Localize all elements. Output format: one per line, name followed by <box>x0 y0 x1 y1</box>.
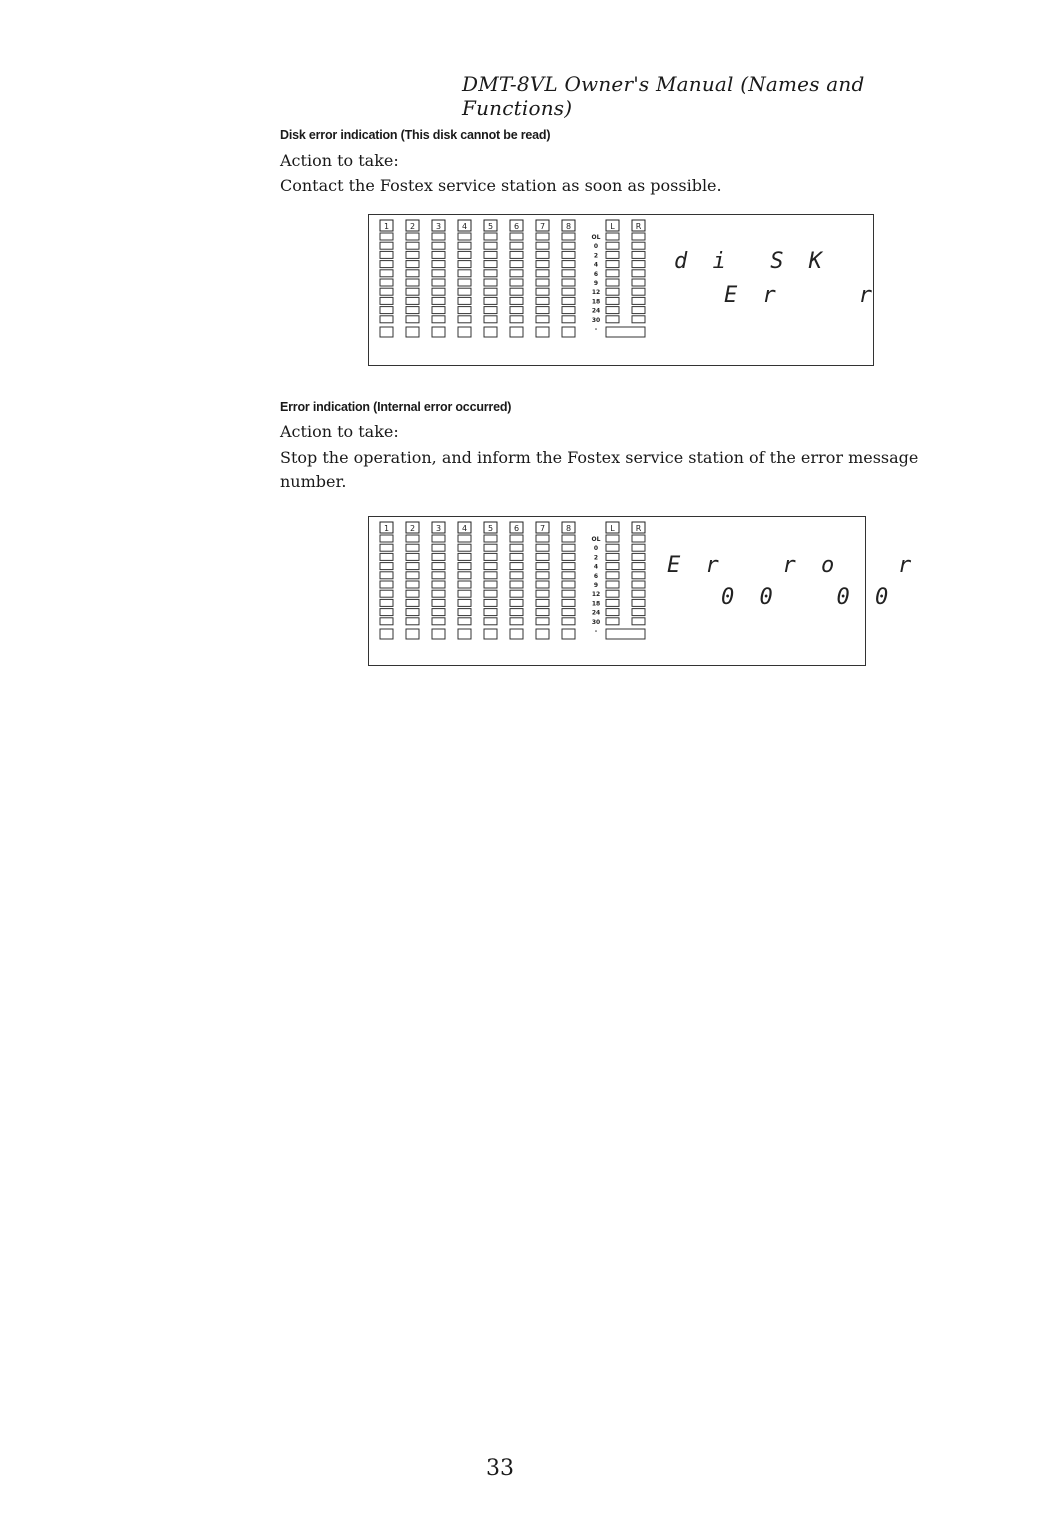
meter-segment <box>380 553 393 560</box>
meter-segment <box>406 261 419 268</box>
meter-bottom-segment <box>406 327 419 337</box>
meter-segment <box>406 242 419 249</box>
channel-number-label: R <box>635 524 642 533</box>
meter-bottom-segment <box>458 629 471 639</box>
scale-label: 6 <box>593 270 599 278</box>
meter-segment <box>510 297 523 304</box>
meter-segment <box>632 590 645 597</box>
meter-segment <box>380 618 393 625</box>
meter-segment <box>562 270 575 277</box>
meter-segment <box>562 618 575 625</box>
meter-segment <box>562 535 575 542</box>
meter-segment <box>406 599 419 606</box>
meter-segment <box>536 553 549 560</box>
meter-segment <box>562 307 575 314</box>
meter-segment <box>632 572 645 579</box>
meter-segment <box>380 251 393 258</box>
meter-segment <box>562 233 575 240</box>
meter-segment <box>632 307 645 314</box>
meter-segment <box>632 618 645 625</box>
meter-segment <box>380 590 393 597</box>
meter-segment <box>406 316 419 323</box>
meter-segment <box>432 590 445 597</box>
meter-segment <box>606 297 619 304</box>
meter-segment <box>562 599 575 606</box>
meter-channel-7 <box>536 220 549 337</box>
display-line1-internal-error: E r r o r <box>667 553 918 578</box>
meter-segment <box>606 233 619 240</box>
meter-segment <box>510 563 523 570</box>
scale-label: 4 <box>593 563 599 571</box>
meter-bottom-segment <box>562 327 575 337</box>
meter-segment <box>536 270 549 277</box>
meter-segment <box>406 618 419 625</box>
meter-segment <box>510 609 523 616</box>
meter-segment <box>432 242 445 249</box>
meter-segment <box>484 307 497 314</box>
meter-segment <box>406 581 419 588</box>
scale-label: - <box>594 326 598 333</box>
action-text-disk-error: Contact the Fostex service station as soon as possible. <box>280 176 722 195</box>
meter-segment <box>562 261 575 268</box>
meter-segment <box>562 251 575 258</box>
meter-segment <box>458 279 471 286</box>
meter-segment <box>380 563 393 570</box>
channel-number-label: 4 <box>461 524 468 533</box>
meter-scale <box>592 234 601 333</box>
meter-segment <box>606 563 619 570</box>
scale-label: 2 <box>593 554 599 562</box>
meter-segment <box>632 581 645 588</box>
meter-segment <box>510 316 523 323</box>
meter-segment <box>484 553 497 560</box>
meter-segment <box>562 553 575 560</box>
channel-number-label: 2 <box>409 524 416 533</box>
channel-number-label: 8 <box>565 222 572 231</box>
meter-bottom-segment <box>432 629 445 639</box>
channel-number-label: R <box>635 222 642 231</box>
meter-segment <box>458 288 471 295</box>
meter-channel-3 <box>432 522 445 639</box>
scale-label: 9 <box>593 582 599 589</box>
meter-segment <box>380 261 393 268</box>
meter-segment <box>632 316 645 323</box>
meter-segment <box>510 233 523 240</box>
display-line2-disk-error: E r r <box>724 283 878 308</box>
scale-label: 18 <box>591 600 601 608</box>
meter-segment <box>606 581 619 588</box>
meter-segment <box>606 288 619 295</box>
meter-segment <box>510 261 523 268</box>
meter-segment <box>432 288 445 295</box>
meter-segment <box>536 609 549 616</box>
meter-segment <box>562 288 575 295</box>
meter-segment <box>406 307 419 314</box>
meter-segment <box>432 251 445 258</box>
meter-bottom-segment <box>510 327 523 337</box>
meter-segment <box>484 233 497 240</box>
meter-segment <box>458 251 471 258</box>
action-label-disk-error: Action to take: <box>280 151 399 170</box>
meter-segment <box>432 572 445 579</box>
meter-channel-2 <box>406 522 419 639</box>
meter-segment <box>606 590 619 597</box>
level-meter-disk-error <box>369 215 669 365</box>
meter-segment <box>536 316 549 323</box>
meter-segment <box>536 581 549 588</box>
page-header: DMT-8VL Owner's Manual (Names and Functions) <box>462 72 865 120</box>
section-title-internal-error: Error indication (Internal error occurred) <box>280 400 512 414</box>
meter-segment <box>510 581 523 588</box>
meter-segment <box>432 297 445 304</box>
meter-segment <box>458 599 471 606</box>
meter-channel-7 <box>536 522 549 639</box>
meter-segment <box>406 572 419 579</box>
meter-scale <box>592 536 601 635</box>
meter-segment <box>484 572 497 579</box>
scale-label: 18 <box>591 298 601 306</box>
meter-segment <box>510 307 523 314</box>
meter-segment <box>606 618 619 625</box>
meter-segment <box>484 270 497 277</box>
meter-channel-8 <box>562 522 575 639</box>
meter-channel-5 <box>484 522 497 639</box>
meter-segment <box>510 535 523 542</box>
meter-segment <box>632 279 645 286</box>
meter-segment <box>536 251 549 258</box>
meter-segment <box>536 279 549 286</box>
meter-segment <box>562 563 575 570</box>
meter-segment <box>458 242 471 249</box>
meter-segment <box>510 270 523 277</box>
display-line2-internal-error: 0 0 0 0 <box>721 585 895 610</box>
scale-label: 9 <box>593 280 599 287</box>
meter-segment <box>458 553 471 560</box>
meter-segment <box>632 535 645 542</box>
meter-segment <box>484 279 497 286</box>
channel-number-label: 1 <box>383 524 390 533</box>
meter-segment <box>536 288 549 295</box>
meter-bottom-segment <box>484 327 497 337</box>
meter-segment <box>562 572 575 579</box>
meter-segment <box>562 609 575 616</box>
meter-segment <box>432 279 445 286</box>
channel-number-label: L <box>610 524 615 533</box>
scale-label: 30 <box>591 316 601 324</box>
meter-segment <box>606 553 619 560</box>
meter-segment <box>432 535 445 542</box>
lcd-display-disk-error <box>368 214 878 366</box>
meter-segment <box>432 544 445 551</box>
meter-segment <box>432 261 445 268</box>
meter-segment <box>380 609 393 616</box>
meter-segment <box>458 581 471 588</box>
page-number: 33 <box>486 1456 514 1481</box>
meter-segment <box>536 599 549 606</box>
meter-segment <box>562 279 575 286</box>
meter-segment <box>406 233 419 240</box>
meter-segment <box>380 307 393 314</box>
meter-bottom-segment <box>510 629 523 639</box>
meter-segment <box>510 599 523 606</box>
meter-segment <box>432 270 445 277</box>
meter-segment <box>536 572 549 579</box>
section-title-disk-error: Disk error indication (This disk cannot be read) <box>280 128 551 142</box>
channel-number-label: 6 <box>513 222 520 231</box>
meter-segment <box>380 544 393 551</box>
channel-number-label: 3 <box>435 524 442 533</box>
scale-label: 24 <box>591 307 601 315</box>
meter-channel-R <box>632 522 645 625</box>
meter-segment <box>380 599 393 606</box>
meter-segment <box>484 297 497 304</box>
scale-label: 0 <box>593 243 599 251</box>
scale-label: 0 <box>593 545 599 553</box>
meter-segment <box>432 599 445 606</box>
meter-segment <box>536 297 549 304</box>
meter-segment <box>380 242 393 249</box>
meter-segment <box>606 544 619 551</box>
meter-segment <box>606 242 619 249</box>
meter-channel-1 <box>380 220 393 337</box>
meter-segment <box>606 316 619 323</box>
meter-segment <box>406 288 419 295</box>
meter-segment <box>458 609 471 616</box>
meter-bottom-segment <box>536 629 549 639</box>
meter-segment <box>484 535 497 542</box>
meter-segment <box>432 553 445 560</box>
meter-segment <box>510 242 523 249</box>
meter-segment <box>432 563 445 570</box>
meter-segment <box>536 261 549 268</box>
meter-segment <box>536 242 549 249</box>
meter-bottom-bar <box>606 327 645 337</box>
meter-segment <box>406 544 419 551</box>
scale-label: 24 <box>591 609 601 617</box>
meter-segment <box>632 242 645 249</box>
scale-label: OL <box>591 536 601 543</box>
meter-segment <box>606 270 619 277</box>
meter-segment <box>510 251 523 258</box>
meter-segment <box>406 251 419 258</box>
channel-number-label: 7 <box>539 222 546 231</box>
meter-channel-5 <box>484 220 497 337</box>
meter-segment <box>406 553 419 560</box>
meter-segment <box>458 261 471 268</box>
meter-segment <box>432 581 445 588</box>
meter-segment <box>458 535 471 542</box>
meter-segment <box>380 233 393 240</box>
meter-bottom-segment <box>406 629 419 639</box>
meter-segment <box>562 581 575 588</box>
meter-segment <box>632 609 645 616</box>
meter-segment <box>632 544 645 551</box>
meter-segment <box>406 297 419 304</box>
meter-segment <box>562 297 575 304</box>
meter-segment <box>484 590 497 597</box>
action-text-internal-error: Stop the operation, and inform the Fostex service station of the error message number. <box>280 448 919 491</box>
display-line1-disk-error: d i S K <box>674 249 828 274</box>
meter-segment <box>484 242 497 249</box>
meter-channel-4 <box>458 220 471 337</box>
meter-channel-1 <box>380 522 393 639</box>
meter-segment <box>380 572 393 579</box>
meter-channel-3 <box>432 220 445 337</box>
meter-segment <box>484 618 497 625</box>
meter-segment <box>380 270 393 277</box>
meter-segment <box>406 270 419 277</box>
channel-number-label: L <box>610 222 615 231</box>
meter-segment <box>484 316 497 323</box>
meter-channel-2 <box>406 220 419 337</box>
meter-segment <box>510 288 523 295</box>
meter-segment <box>458 563 471 570</box>
meter-segment <box>632 233 645 240</box>
channel-number-label: 5 <box>487 524 494 533</box>
channel-number-label: 6 <box>513 524 520 533</box>
scale-label: 12 <box>591 289 601 297</box>
meter-channel-6 <box>510 220 523 337</box>
meter-segment <box>536 535 549 542</box>
meter-segment <box>458 316 471 323</box>
meter-segment <box>458 270 471 277</box>
channel-number-label: 5 <box>487 222 494 231</box>
meter-channel-6 <box>510 522 523 639</box>
lcd-display-internal-error <box>368 516 918 666</box>
meter-segment <box>606 279 619 286</box>
channel-number-label: 2 <box>409 222 416 231</box>
meter-segment <box>432 316 445 323</box>
meter-bottom-segment <box>562 629 575 639</box>
meter-segment <box>406 590 419 597</box>
meter-segment <box>406 535 419 542</box>
meter-segment <box>606 609 619 616</box>
meter-segment <box>536 618 549 625</box>
meter-bottom-segment <box>380 327 393 337</box>
scale-label: 4 <box>593 261 599 269</box>
meter-segment <box>606 307 619 314</box>
meter-segment <box>484 288 497 295</box>
meter-bottom-bar <box>606 629 645 639</box>
level-meter-internal-error <box>369 517 669 665</box>
meter-segment <box>380 581 393 588</box>
meter-segment <box>510 553 523 560</box>
meter-segment <box>562 242 575 249</box>
channel-number-label: 3 <box>435 222 442 231</box>
scale-label: 6 <box>593 572 599 580</box>
meter-segment <box>510 590 523 597</box>
meter-segment <box>632 270 645 277</box>
meter-segment <box>536 563 549 570</box>
meter-bottom-segment <box>484 629 497 639</box>
meter-channel-8 <box>562 220 575 337</box>
meter-segment <box>536 544 549 551</box>
channel-number-label: 4 <box>461 222 468 231</box>
meter-segment <box>432 618 445 625</box>
channel-number-label: 1 <box>383 222 390 231</box>
meter-segment <box>380 535 393 542</box>
meter-segment <box>632 288 645 295</box>
meter-segment <box>536 590 549 597</box>
scale-label: - <box>594 628 598 635</box>
meter-segment <box>562 316 575 323</box>
meter-segment <box>406 609 419 616</box>
meter-channel-R <box>632 220 645 323</box>
meter-segment <box>432 307 445 314</box>
meter-segment <box>606 572 619 579</box>
meter-segment <box>510 572 523 579</box>
meter-segment <box>406 563 419 570</box>
meter-segment <box>510 618 523 625</box>
scale-label: OL <box>591 234 601 241</box>
meter-segment <box>536 233 549 240</box>
meter-segment <box>458 618 471 625</box>
meter-segment <box>380 288 393 295</box>
meter-segment <box>562 544 575 551</box>
meter-segment <box>484 581 497 588</box>
meter-segment <box>380 297 393 304</box>
scale-label: 30 <box>591 618 601 626</box>
meter-segment <box>406 279 419 286</box>
meter-segment <box>606 251 619 258</box>
meter-segment <box>606 535 619 542</box>
meter-segment <box>458 307 471 314</box>
meter-segment <box>484 609 497 616</box>
meter-segment <box>432 233 445 240</box>
meter-segment <box>632 563 645 570</box>
meter-bottom-segment <box>380 629 393 639</box>
meter-segment <box>458 572 471 579</box>
meter-segment <box>562 590 575 597</box>
meter-segment <box>606 261 619 268</box>
meter-segment <box>458 233 471 240</box>
scale-label: 2 <box>593 252 599 260</box>
meter-segment <box>510 279 523 286</box>
meter-segment <box>484 544 497 551</box>
meter-segment <box>510 544 523 551</box>
action-label-internal-error: Action to take: <box>280 422 399 441</box>
meter-segment <box>632 261 645 268</box>
meter-segment <box>632 297 645 304</box>
meter-segment <box>606 599 619 606</box>
channel-number-label: 8 <box>565 524 572 533</box>
meter-segment <box>458 297 471 304</box>
meter-segment <box>458 590 471 597</box>
channel-number-label: 7 <box>539 524 546 533</box>
meter-segment <box>484 599 497 606</box>
meter-segment <box>432 609 445 616</box>
meter-segment <box>380 316 393 323</box>
meter-channel-4 <box>458 522 471 639</box>
meter-bottom-segment <box>458 327 471 337</box>
meter-segment <box>632 599 645 606</box>
meter-segment <box>536 307 549 314</box>
meter-segment <box>484 563 497 570</box>
scale-label: 12 <box>591 591 601 599</box>
meter-segment <box>632 553 645 560</box>
meter-segment <box>458 544 471 551</box>
meter-segment <box>484 261 497 268</box>
meter-bottom-segment <box>432 327 445 337</box>
meter-segment <box>380 279 393 286</box>
meter-bottom-segment <box>536 327 549 337</box>
meter-segment <box>484 251 497 258</box>
meter-segment <box>632 251 645 258</box>
